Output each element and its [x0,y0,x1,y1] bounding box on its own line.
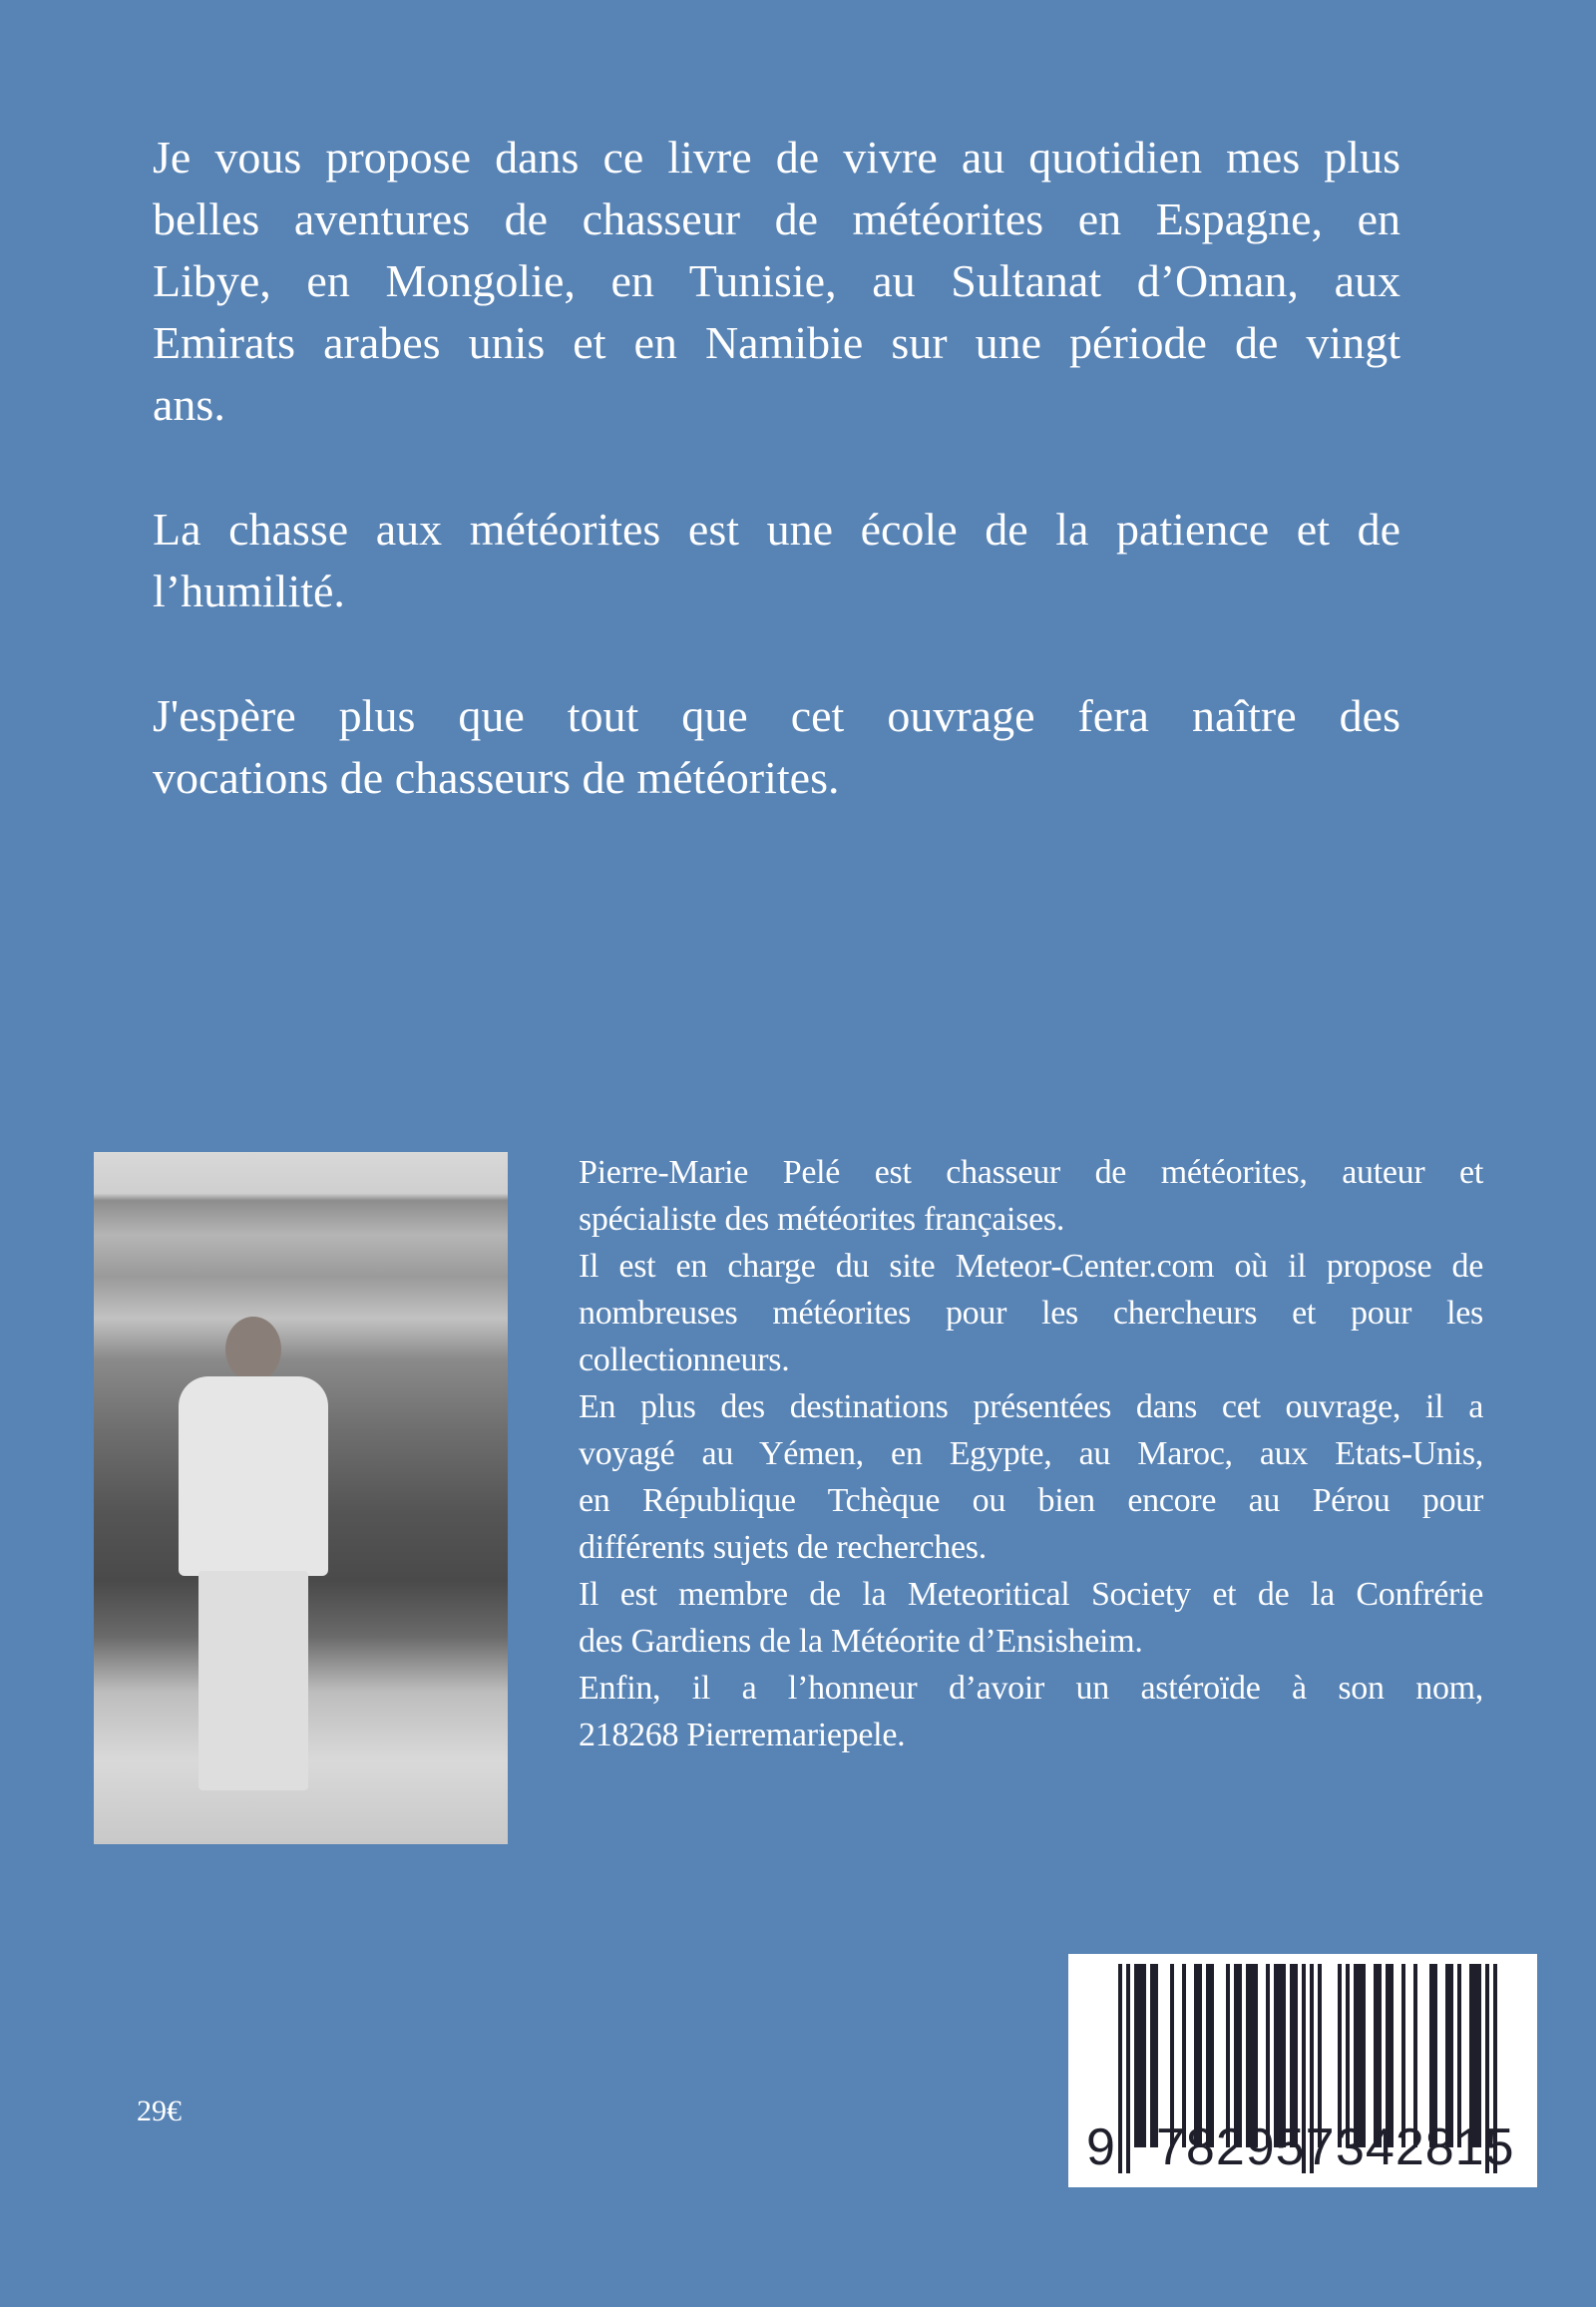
barcode-bar [1138,1964,1142,2147]
barcode-right-digits: 342815 [1336,2118,1515,2176]
bio-paragraph [579,1383,1483,1571]
intro-paragraph [153,499,1400,622]
barcode-bar [1150,1964,1154,2147]
bio-paragraph [579,1571,1483,1665]
barcode-left-digits: 782957 [1156,2118,1336,2176]
intro-line: ans. [153,379,225,430]
isbn-barcode [1068,1954,1537,2187]
bio-line: 218268 Pierremariepele. [579,1717,906,1753]
intro-line: belles aventures de chasseur de météorites en Espagne, en [153,193,1400,244]
intro-line: l’humilité. [153,566,345,616]
bio-line: collectionneurs. [579,1342,790,1378]
barcode-bar [1134,1964,1138,2147]
bio-line: spécialiste des météorites françaises. [579,1201,1065,1238]
intro-line: Libye, en Mongolie, en Tunisie, au Sultanat d’Oman, aux [153,255,1400,306]
intro-line: La chasse aux météorites est une école de la patience et de [153,504,1400,555]
author-shirt [179,1376,328,1576]
intro-paragraph [153,127,1400,436]
intro-line: Emirats arabes unis et en Namibie sur une période de vingt [153,317,1400,368]
bio-line: voyagé au Yémen, en Egypte, au Maroc, aux Etats-Unis, [579,1435,1483,1472]
bio-line: Enfin, il a l’honneur d’avoir un astéroïde à son nom, [579,1670,1483,1707]
bio-line: Pierre-Marie Pelé est chasseur de météorites, auteur et [579,1154,1483,1191]
bio-paragraph [579,1149,1483,1243]
intro-line: J'espère plus que tout que cet ouvrage fera naître des [153,690,1400,741]
bio-line: des Gardiens de la Météorite d’Ensisheim. [579,1623,1143,1660]
barcode-bar [1126,1964,1130,2173]
bio-paragraph [579,1243,1483,1383]
intro-paragraph [153,685,1400,809]
author-trousers [199,1571,308,1790]
bio-line: en République Tchèque ou bien encore au Pérou pour [579,1482,1483,1519]
bio-line: nombreuses météorites pour les chercheurs et pour les [579,1295,1483,1332]
bio-line: différents sujets de recherches. [579,1529,987,1566]
author-bio [579,1149,1483,1758]
price: 29€ [137,2095,182,2127]
intro-line: vocations de chasseurs de météorites. [153,752,840,803]
bio-line: Il est membre de la Meteoritical Society et de la Confrérie [579,1576,1483,1613]
intro-text [153,127,1400,872]
author-head [225,1317,281,1382]
barcode-bar [1118,1964,1122,2173]
author-photo [94,1152,508,1844]
bio-line: Il est en charge du site Meteor-Center.com où il propose de [579,1248,1483,1285]
barcode-bar [1142,1964,1146,2147]
bio-paragraph [579,1665,1483,1758]
intro-line: Je vous propose dans ce livre de vivre au quotidien mes plus [153,132,1400,183]
bio-line: En plus des destinations présentées dans cet ouvrage, il a [579,1388,1483,1425]
barcode-first-digit: 9 [1086,2118,1115,2176]
